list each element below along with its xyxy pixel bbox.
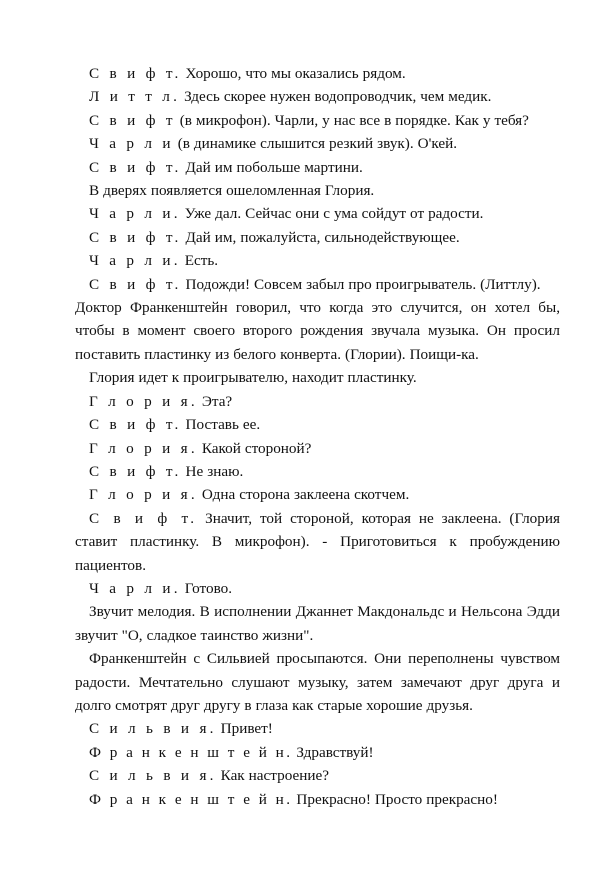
line-text: Доктор Франкенштейн говорил, что когда это случится, он хотел бы, чтобы в момент своего второго рождения звучала музыка. Он просил поставить пластинку из белого конверта. (Глории). Поищи-ка. <box>75 299 560 363</box>
dialogue-line <box>75 390 560 413</box>
speaker-name: С в и ф т. <box>89 65 182 82</box>
line-text: Прекрасно! Просто прекрасно! <box>292 790 498 808</box>
stage-direction <box>75 366 560 389</box>
line-text: Поставь ее. <box>181 416 261 434</box>
stage-direction <box>75 600 560 647</box>
line-text: Есть. <box>180 252 219 270</box>
dialogue-line <box>75 273 560 296</box>
dialogue-line <box>75 788 560 811</box>
line-text: Хорошо, что мы оказались рядом. <box>181 65 406 82</box>
line-text: Подожди! Совсем забыл про проигрыватель. (Литтлу). <box>181 275 541 293</box>
speaker-name: Г л о р и я. <box>89 392 198 410</box>
speaker-name: Г л о р и я. <box>89 439 198 457</box>
speaker-name: Ч а р л и <box>89 135 174 153</box>
dialogue-line <box>75 109 560 132</box>
speaker-name: С и л ь в и я. <box>89 720 217 738</box>
line-text: Здравствуй! <box>292 743 374 761</box>
speaker-name: С в и ф т. <box>89 462 182 480</box>
dialogue-line <box>75 507 560 577</box>
dialogue-line <box>75 132 560 155</box>
dialogue-line <box>75 226 560 249</box>
dialogue-line <box>75 202 560 225</box>
dialogue-line <box>75 249 560 272</box>
dialogue-line <box>75 741 560 764</box>
play-text <box>75 62 560 811</box>
line-text: Значит, той стороной, которая не заклеена. (Глория ставит пластинку. В микрофон). - Приготовиться к пробуждению пациентов. <box>75 509 560 574</box>
line-text: Эта? <box>197 392 233 410</box>
dialogue-line <box>75 764 560 787</box>
speaker-name: Л и т т л. <box>89 88 181 106</box>
dialogue-line <box>75 62 560 85</box>
line-text: Глория идет к проигрывателю, находит пластинку. <box>89 369 417 387</box>
line-text: Какой стороной? <box>197 439 312 457</box>
dialogue-line <box>75 85 560 108</box>
speaker-name: С в и ф т <box>89 111 176 129</box>
speaker-name: Ф р а н к е н ш т е й н. <box>89 743 293 761</box>
line-text: Дай им, пожалуйста, сильнодействующее. <box>181 228 460 246</box>
speaker-name: С в и ф т. <box>89 509 198 527</box>
line-text: Как настроение? <box>216 767 329 785</box>
dialogue-line <box>75 413 560 436</box>
speaker-name: С в и ф т. <box>89 158 182 176</box>
line-text: (в микрофон). Чарли, у нас все в порядке. Как у тебя? <box>175 111 529 129</box>
speaker-name: Ч а р л и. <box>89 252 181 270</box>
speaker-name: С и л ь в и я. <box>89 767 217 785</box>
dialogue-line <box>75 437 560 460</box>
line-text: В дверях появляется ошеломленная Глория. <box>89 182 375 200</box>
line-text: Звучит мелодия. В исполнении Джаннет Макдональдс и Нельсона Эдди звучит "О, сладкое таинство жизни". <box>75 603 560 644</box>
dialogue-line <box>75 156 560 179</box>
line-text: Не знаю. <box>181 462 244 480</box>
line-text: Здесь скорее нужен водопроводчик, чем медик. <box>180 88 492 106</box>
line-text: (в динамике слышится резкий звук). О'кей. <box>173 135 458 153</box>
dialogue-line <box>75 577 560 600</box>
stage-direction <box>75 179 560 202</box>
dialogue-line <box>75 460 560 483</box>
speaker-name: Ч а р л и. <box>89 205 181 223</box>
line-text: Уже дал. Сейчас они с ума сойдут от радости. <box>180 205 484 223</box>
line-text: Франкенштейн с Сильвией просыпаются. Они переполнены чувством радости. Мечтательно слушают музыку, затем замечают друг друга и долго смотрят друг другу в глаза как старые хорошие друзья. <box>75 650 560 714</box>
speaker-name: С в и ф т. <box>89 228 182 246</box>
line-text: Дай им побольше мартини. <box>181 158 363 176</box>
dialogue-line <box>75 717 560 740</box>
speaker-name: Ч а р л и. <box>89 579 181 597</box>
dialogue-continuation <box>75 296 560 366</box>
speaker-name: С в и ф т. <box>89 275 182 293</box>
stage-direction <box>75 647 560 717</box>
line-text: Готово. <box>180 579 233 597</box>
speaker-name: Ф р а н к е н ш т е й н. <box>89 790 293 808</box>
dialogue-line <box>75 483 560 506</box>
speaker-name: С в и ф т. <box>89 416 182 434</box>
line-text: Одна сторона заклеена скотчем. <box>197 486 410 504</box>
speaker-name: Г л о р и я. <box>89 486 198 504</box>
line-text: Привет! <box>216 720 273 738</box>
